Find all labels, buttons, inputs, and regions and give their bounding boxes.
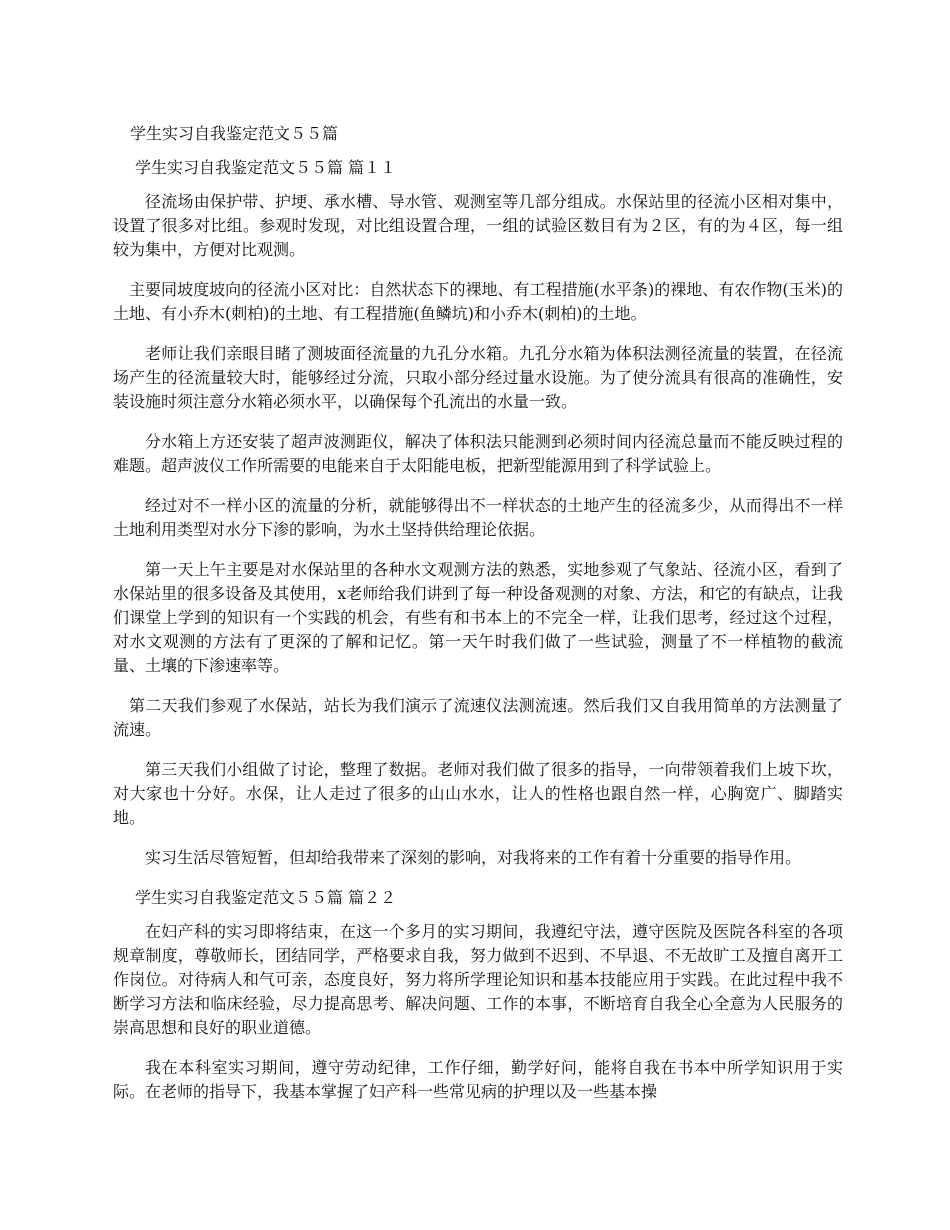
paragraph: 实习生活尽管短暂，但却给我带来了深刻的影响，对我将来的工作有着十分重要的指导作用。 — [145, 848, 802, 867]
paragraph: 主要同坡度坡向的径流小区对比：自然状态下的裸地、有工程措施(水平条)的裸地、有农作物(玉米)的土地、有小乔木(刺柏)的土地、有工程措施(鱼鳞坑)和小乔木(刺柏)的土地。 — [113, 280, 843, 323]
paragraph: 第一天上午主要是对水保站里的各种水文观测方法的熟悉，实地参观了气象站、径流小区，看到了水保站里的很多设备及其使用，x老师给我们讲到了每一种设备观测的对象、方法，和它的有缺点，让我们课堂上学到的知识有一个实践的机会，有些有和书本上的不完全一样，让我们思考，经过这个过程，对水文观测的方法有了更深的了解和记忆。第一天午时我们做了一些试验，测量了不一样植物的截流量、土壤的下渗速率等。 — [113, 560, 843, 675]
paragraph: 第二天我们参观了水保站，站长为我们演示了流速仪法测流速。然后我们又自我用简单的方法测量了流速。 — [113, 696, 843, 739]
paragraph: 分水箱上方还安装了超声波测距仪，解决了体积法只能测到必须时间内径流总量而不能反映过程的难题。超声波仪工作所需要的电能来自于太阳能电板，把新型能源用到了科学试验上。 — [113, 432, 843, 475]
paragraph: 在妇产科的实习即将结束，在这一个多月的实习期间，我遵纪守法，遵守医院及医院各科室的各项规章制度，尊敬师长，团结同学，严格要求自我，努力做到不迟到、不早退、不无故旷工及擅自离开工作岗位。对待病人和气可亲，态度良好，努力将所学理论知识和基本技能应用于实践。在此过程中我不断学习方法和临床经验，尽力提高思考、解决问题、工作的本事，不断培育自我全心全意为人民服务的崇高思想和良好的职业道德。 — [113, 922, 843, 1037]
document-page — [113, 122, 843, 1120]
paragraph: 第三天我们小组做了讨论，整理了数据。老师对我们做了很多的指导，一向带领着我们上坡下坎，对大家也十分好。水保，让人走过了很多的山山水水，让人的性格也跟自然一样，心胸宽广、脚踏实地。 — [113, 760, 843, 827]
paragraph: 我在本科室实习期间，遵守劳动纪律，工作仔细，勤学好问，能将自我在书本中所学知识用于实际。在老师的指导下，我基本掌握了妇产科一些常见病的护理以及一些基本操 — [113, 1058, 843, 1101]
section-heading: 学生实习自我鉴定范文５５篇 篇２２ — [135, 888, 397, 907]
paragraph: 老师让我们亲眼目睹了测坡面径流量的九孔分水箱。九孔分水箱为体积法测径流量的装置，在径流场产生的径流量较大时，能够经过分流，只取小部分经过量水设施。为了使分流具有很高的准确性，安装设施时须注意分水箱必须水平，以确保每个孔流出的水量一致。 — [113, 344, 843, 411]
paragraph: 径流场由保护带、护埂、承水槽、导水管、观测室等几部分组成。水保站里的径流小区相对集中，设置了很多对比组。参观时发现，对比组设置合理，一组的试验区数目有为２区，有的为４区，每一组较为集中，方便对比观测。 — [113, 192, 843, 259]
document-title: 学生实习自我鉴定范文５５篇 — [130, 124, 339, 143]
section-heading: 学生实习自我鉴定范文５５篇 篇１１ — [135, 158, 397, 177]
paragraph: 经过对不一样小区的流量的分析，就能够得出不一样状态的土地产生的径流多少，从而得出不一样土地利用类型对水分下渗的影响，为水土坚持供给理论依据。 — [113, 496, 843, 539]
